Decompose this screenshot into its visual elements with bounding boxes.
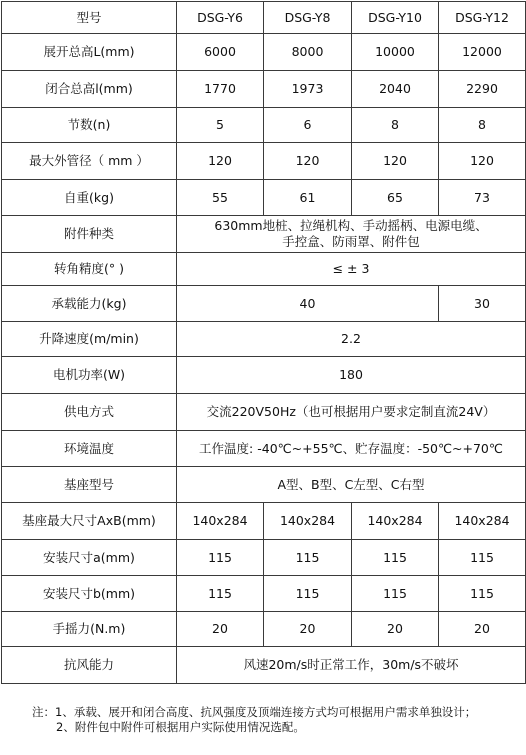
row-label: 承载能力(kg) [2,286,177,322]
table-row [2,576,526,612]
row-label: 基座型号 [2,467,177,503]
value-cell: 20 [264,612,352,647]
table-row [2,647,526,684]
table-row [2,394,526,431]
row-label: 安装尺寸b(mm) [2,576,177,612]
value-cell: 115 [177,540,264,576]
value-cell: 180 [177,357,526,394]
value-cell: 8000 [264,34,352,71]
value-cell: 140x284 [352,503,439,540]
row-label: 抗风能力 [2,647,177,684]
row-label: 升降速度(m/min) [2,322,177,357]
footnote [32,705,512,735]
value-cell: 30 [439,286,526,322]
row-label: 闭合总高l(mm) [2,71,177,108]
value-cell: ≤ ± 3 [177,253,526,286]
row-label: 转角精度(° ) [2,253,177,286]
value-cell: 2.2 [177,322,526,357]
value-cell: A型、B型、C左型、C右型 [177,467,526,503]
row-label: 附件种类 [2,216,177,253]
value-cell: 12000 [439,34,526,71]
table-row [2,503,526,540]
table-row [2,71,526,108]
value-cell: 10000 [352,34,439,71]
table-row [2,540,526,576]
row-label: 供电方式 [2,394,177,431]
value-cell: 工作温度: -40℃~+55℃、贮存温度：-50℃~+70℃ [177,431,526,467]
header-row [2,2,526,34]
value-cell: 6 [264,108,352,143]
value-cell: 115 [439,540,526,576]
value-cell: 120 [177,143,264,180]
row-label: 最大外管径（ mm ） [2,143,177,180]
table-row [2,357,526,394]
table-row [2,467,526,503]
accessories-cell [177,216,526,253]
row-label: 安装尺寸a(mm) [2,540,177,576]
row-label: 自重(kg) [2,180,177,216]
value-cell: 交流220V50Hz（也可根据用户要求定制直流24V） [177,394,526,431]
value-cell: 20 [352,612,439,647]
value-cell: 20 [439,612,526,647]
value-cell: 120 [264,143,352,180]
value-cell: 65 [352,180,439,216]
row-label: 电机功率(W) [2,357,177,394]
table-row [2,180,526,216]
value-cell: 8 [439,108,526,143]
table-row [2,143,526,180]
value-cell: 115 [177,576,264,612]
value-cell: 20 [177,612,264,647]
model-cell: DSG-Y12 [439,2,526,34]
value-cell: 120 [352,143,439,180]
value-cell: 115 [352,576,439,612]
table-row [2,34,526,71]
value-cell: 140x284 [177,503,264,540]
table-row [2,286,526,322]
accessories-line: 手控盒、防雨罩、附件包 [282,234,420,249]
footnote-line: 2、附件包中附件可根据用户实际使用情况选配。 [56,720,305,734]
value-cell: 风速20m/s时正常工作，30m/s不破坏 [177,647,526,684]
value-cell: 140x284 [264,503,352,540]
value-cell: 1770 [177,71,264,108]
model-cell: DSG-Y10 [352,2,439,34]
value-cell: 8 [352,108,439,143]
value-cell: 115 [264,576,352,612]
footnote-line: 注：1、承载、展开和闭合高度、抗风强度及顶端连接方式均可根据用户需求单独设计； [32,705,477,719]
value-cell: 140x284 [439,503,526,540]
value-cell: 5 [177,108,264,143]
value-cell: 120 [439,143,526,180]
value-cell: 55 [177,180,264,216]
model-cell: DSG-Y8 [264,2,352,34]
row-label: 展开总高L(mm) [2,34,177,71]
value-cell: 6000 [177,34,264,71]
value-cell: 115 [264,540,352,576]
value-cell: 115 [439,576,526,612]
value-cell: 61 [264,180,352,216]
row-label: 手摇力(N.m) [2,612,177,647]
accessories-line: 630mm地桩、拉绳机构、手动摇柄、电源电缆、 [214,218,488,233]
value-cell: 1973 [264,71,352,108]
row-label: 基座最大尺寸AxB(mm) [2,503,177,540]
model-cell: DSG-Y6 [177,2,264,34]
spec-table [1,1,526,684]
value-cell: 40 [177,286,439,322]
value-cell: 115 [352,540,439,576]
table-row [2,216,526,253]
value-cell: 2290 [439,71,526,108]
header-label: 型号 [2,2,177,34]
row-label: 节数(n) [2,108,177,143]
table-row [2,612,526,647]
table-row [2,322,526,357]
value-cell: 73 [439,180,526,216]
table-row [2,108,526,143]
table-row [2,431,526,467]
row-label: 环境温度 [2,431,177,467]
table-row [2,253,526,286]
value-cell: 2040 [352,71,439,108]
